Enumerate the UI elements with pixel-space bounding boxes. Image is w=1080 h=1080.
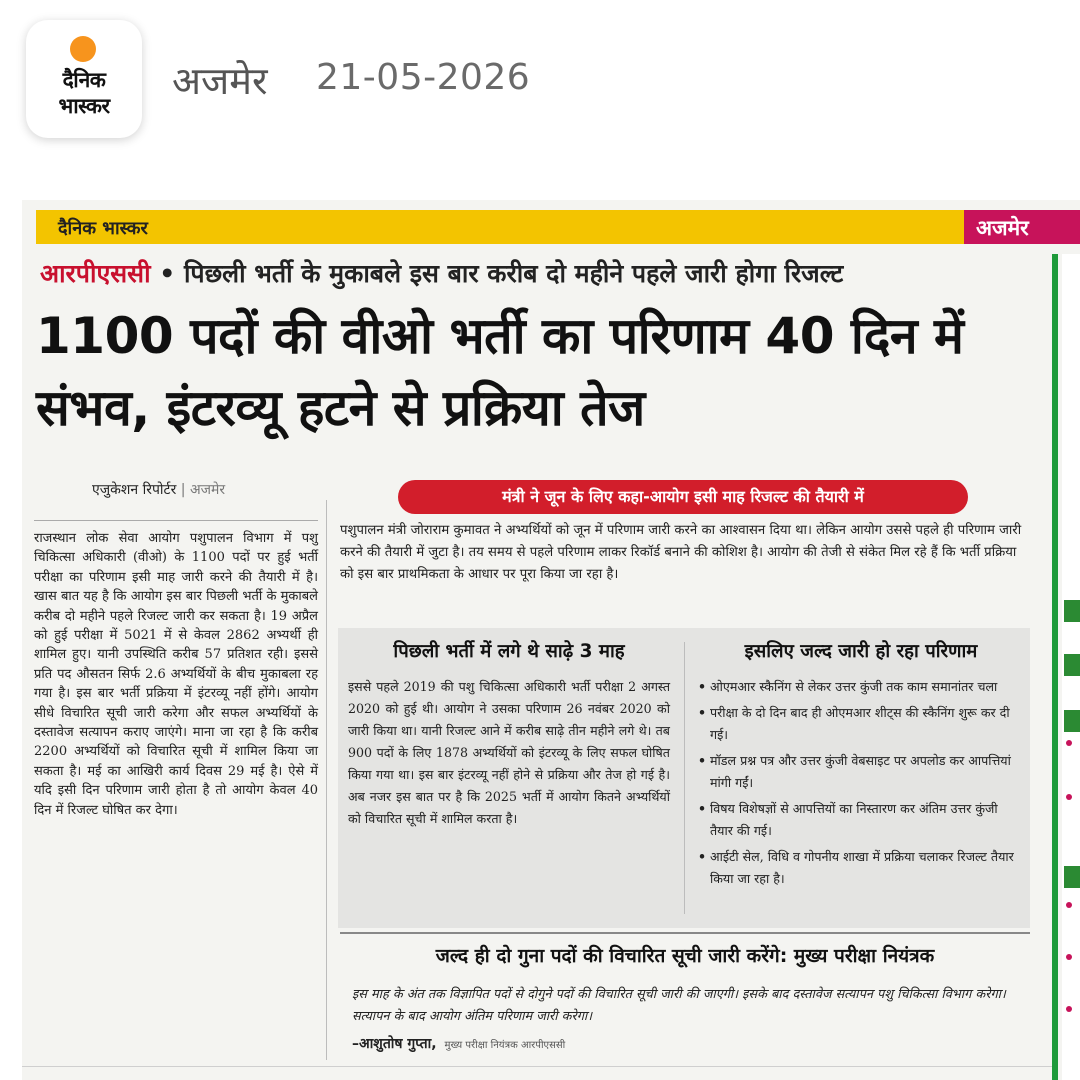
quote-name: –आशुतोष गुप्ता,: [352, 1036, 437, 1052]
strip-dot: [1066, 1006, 1072, 1012]
strip-dot: [1066, 954, 1072, 960]
byline-place: | अजमेर: [176, 482, 226, 498]
logo-sun-icon: [70, 36, 96, 62]
strip-dot: [1066, 794, 1072, 800]
fast-result-list: [698, 676, 1020, 894]
kicker-text: • पिछली भर्ती के मुकाबले इस बार करीब दो महीने पहले जारी होगा रिजल्ट: [150, 259, 844, 288]
strip-dot: [1066, 902, 1072, 908]
dainik-bhaskar-logo[interactable]: [26, 20, 142, 138]
kicker-tag: आरपीएससी: [40, 259, 151, 288]
edition-city: अजमेर: [172, 59, 268, 103]
masthead-city-bar: [964, 210, 1080, 244]
fast-result-heading: इसलिए जल्द जारी हो रहा परिणाम: [744, 641, 978, 662]
page-bottom-divider: [22, 1066, 1052, 1067]
minister-paragraph: पशुपालन मंत्री जोराराम कुमावत ने अभ्यर्थियों को जून में परिणाम जारी करने का आश्वासन दिया था। लेकिन आयोग उससे पहले ही परिणाम जारी करने की तैयारी में जुटा है। तय समय से पहले परिणाम लाकर रिकॉर्ड बनाने की कोशिश है। आयोग की तेजी से संकेत मिल रहे हैं कि भर्ती प्रक्रिया को इस बार प्राथमिकता के आधार पर पूरा किया जा रहा है।: [340, 523, 1022, 582]
previous-recruitment-text: इससे पहले 2019 की पशु चिकित्सा अधिकारी भर्ती परीक्षा 2 अगस्त 2020 को हुई थी। आयोग ने उसका परिणाम 26 नवंबर 2020 को जारी किया था। यानी रिजल्ट आने में करीब साढ़े तीन महीने लगे थे। तब 900 पदों के लिए 1878 अभ्यर्थियों को इंटरव्यू के लिए सफल घोषित किया गया था। इस बार इंटरव्यू नहीं होने से प्रक्रिया और तेज हो गई है। अब नजर इस बात पर है कि 2025 भर्ती में आयोग कितने अभ्यर्थियों को विचारित सूची में शामिल करता है।: [348, 679, 670, 826]
previous-recruitment-heading: पिछली भर्ती में लगे थे साढ़े 3 माह: [393, 641, 625, 662]
column-divider: [326, 500, 327, 1060]
adjacent-article-strip: [1062, 254, 1080, 1080]
box-divider: [684, 642, 685, 914]
edition-date: 21-05-2026: [316, 57, 531, 98]
masthead-city: अजमेर: [976, 216, 1029, 240]
strip-mark: [1064, 710, 1080, 732]
strip-mark: [1064, 866, 1080, 888]
strip-mark: [1064, 654, 1080, 676]
masthead-brand: दैनिक भास्कर: [58, 218, 148, 239]
list-item: • परीक्षा के दो दिन बाद ही ओएमआर शीट्स की स्कैनिंग शुरू कर दी गई।: [698, 702, 1020, 746]
logo-text-line1: दैनिक: [62, 68, 106, 92]
info-box: [338, 628, 1030, 928]
article-kicker: [40, 256, 843, 290]
quote-role: मुख्य परीक्षा नियंत्रक आरपीएससी: [444, 1040, 566, 1051]
red-pill-subheading: मंत्री ने जून के लिए कहा-आयोग इसी माह रिजल्ट की तैयारी में: [398, 480, 968, 514]
strip-dot: [1066, 740, 1072, 746]
list-item: • मॉडल प्रश्न पत्र और उत्तर कुंजी वेबसाइट पर अपलोड कर आपत्तियां मांगी गईं।: [698, 750, 1020, 794]
quote-signature: [352, 1034, 565, 1053]
byline: [92, 480, 225, 499]
article-headline: 1100 पदों की वीओ भर्ती का परिणाम 40 दिन में संभव, इंटरव्यू हटने से प्रक्रिया तेज: [36, 307, 964, 437]
list-item: • विषय विशेषज्ञों से आपत्तियों का निस्तारण कर अंतिम उत्तर कुंजी तैयार की गई।: [698, 798, 1020, 842]
list-item: • आईटी सेल, विधि व गोपनीय शाखा में प्रक्रिया चलाकर रिजल्ट तैयार किया जा रहा है।: [698, 846, 1020, 890]
controller-heading: जल्द ही दो गुना पदों की विचारित सूची जारी करेंगे: मुख्य परीक्षा नियंत्रक: [435, 945, 935, 967]
byline-reporter: एजुकेशन रिपोर्टर: [92, 482, 177, 498]
list-item: • ओएमआर स्कैनिंग से लेकर उत्तर कुंजी तक काम समानांतर चला: [698, 676, 1020, 698]
left-column-text: राजस्थान लोक सेवा आयोग पशुपालन विभाग में पशु चिकित्सा अधिकारी (वीओ) के 1100 पदों पर हुई भर्ती परीक्षा का परिणाम इसी माह जारी करने की तैयारी में है। खास बात यह है कि आयोग इस बार पिछली भर्ती के मुकाबले करीब दो महीने पहले रिजल्ट जारी कर सकता है। 19 अप्रैल को हुई परीक्षा में 5021 में से केवल 2862 अभ्यर्थी ही शामिल हुए। यानी उपस्थिति करीब 57 प्रतिशत रही। इससे प्रति पद औसतन सिर्फ 2.6 अभ्यर्थियों के बीच मुकाबला रह गया है। इस बार भर्ती प्रक्रिया में इंटरव्यू नहीं होंगे। आयोग सीधे विचारित सूची जारी करेगा और सफल अभ्यर्थियों के दस्तावेज सत्यापन कराए जाएंगे। माना जा रहा है कि करीब 2200 अभ्यर्थियों को विचारित सूची में शामिल किया जा सकता है। मई का आखिरी कार्य दिवस 29 मई है। ऐसे में यदि इसी दिन परिणाम जारी होता है तो आयोग केवल 40 दिन में रिजल्ट घोषित कर देगा।: [34, 520, 318, 820]
masthead-bar: [36, 210, 982, 244]
page-border: [1052, 254, 1058, 1080]
newspaper-clipping: [22, 200, 1080, 1080]
section-divider: [340, 932, 1030, 934]
strip-mark: [1064, 600, 1080, 622]
logo-text-line2: भास्कर: [58, 94, 110, 118]
controller-quote: इस माह के अंत तक विज्ञापित पदों से दोगुने पदों की विचारित सूची जारी की जाएगी। इसके बाद दस्तावेज सत्यापन पशु चिकित्सा विभाग करेगा। सत्यापन के बाद आयोग अंतिम परिणाम जारी करेगा।: [352, 987, 1006, 1024]
